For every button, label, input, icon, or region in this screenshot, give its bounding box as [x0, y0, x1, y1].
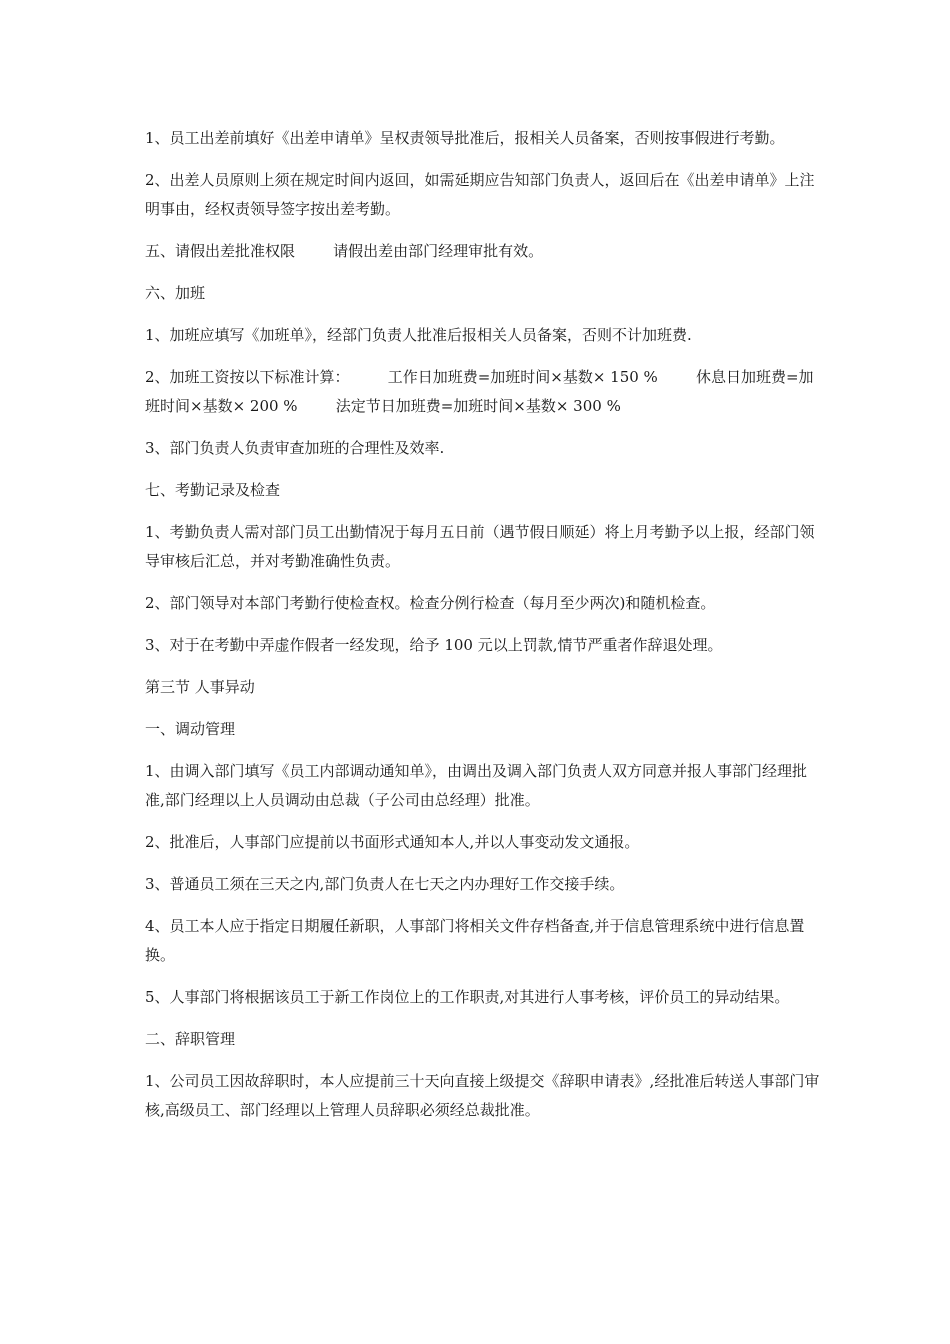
paragraph-transfer-new-post: 4、员工本人应于指定日期履任新职，人事部门将相关文件存档备查,并于信息管理系统中进行信息置换。	[145, 917, 805, 964]
paragraph-overtime-form: 1、加班应填写《加班单》，经部门负责人批准后报相关人员备案，否则不计加班费.	[145, 326, 692, 344]
paragraph-resignation-procedure: 1、公司员工因故辞职时，本人应提前三十天向直接上级提交《辞职申请表》,经批准后转送人事部门审核,高级员工、部门经理以上管理人员辞职必须经总裁批准。	[145, 1072, 820, 1119]
paragraph-attendance-report: 1、考勤负责人需对部门员工出勤情况于每月五日前（遇节假日顺延）将上月考勤予以上报，经部门领导审核后汇总，并对考勤准确性负责。	[145, 523, 815, 570]
paragraph-transfer-form: 1、由调入部门填写《员工内部调动通知单》，由调出及调入部门负责人双方同意并报人事部门经理批准,部门经理以上人员调动由总裁（子公司由总经理）批准。	[145, 762, 808, 809]
paragraph-attendance-fraud: 3、对于在考勤中弄虚作假者一经发现，给予 100 元以上罚款,情节严重者作辞退处理。	[145, 636, 723, 654]
paragraph-transfer-evaluation: 5、人事部门将根据该员工于新工作岗位上的工作职责,对其进行人事考核，评价员工的异动结果。	[145, 988, 790, 1006]
paragraph-overtime-pay: 2、加班工资按以下标准计算： 工作日加班费=加班时间×基数× 150 % 休息日加班费=加班时间×基数× 200 % 法定节日加班费=加班时间×基数× 300 %	[145, 368, 814, 415]
paragraph-overtime-review: 3、部门负责人负责审查加班的合理性及效率.	[145, 439, 445, 457]
paragraph-business-trip-form: 1、员工出差前填好《出差申请单》呈权责领导批准后，报相关人员备案，否则按事假进行考勤。	[145, 129, 785, 147]
paragraph-transfer-notice: 2、批准后，人事部门应提前以书面形式通知本人,并以人事变动发文通报。	[145, 833, 640, 851]
document-page	[145, 124, 820, 1138]
section-heading-approval-authority: 五、请假出差批准权限 请假出差由部门经理审批有效。	[145, 242, 544, 260]
paragraph-attendance-inspection: 2、部门领导对本部门考勤行使检查权。检查分例行检查（每月至少两次)和随机检查。	[145, 594, 716, 612]
section-heading-overtime: 六、加班	[145, 284, 206, 302]
paragraph-business-trip-return: 2、出差人员原则上须在规定时间内返回，如需延期应告知部门负责人，返回后在《出差申请单》上注明事由，经权责领导签字按出差考勤。	[145, 171, 815, 218]
section-heading-personnel-changes: 第三节 人事异动	[145, 678, 255, 696]
paragraph-transfer-handover: 3、普通员工须在三天之内,部门负责人在七天之内办理好工作交接手续。	[145, 875, 625, 893]
section-heading-transfer-management: 一、调动管理	[145, 720, 236, 738]
section-heading-resignation-management: 二、辞职管理	[145, 1030, 236, 1048]
section-heading-attendance-records: 七、考勤记录及检查	[145, 481, 281, 499]
